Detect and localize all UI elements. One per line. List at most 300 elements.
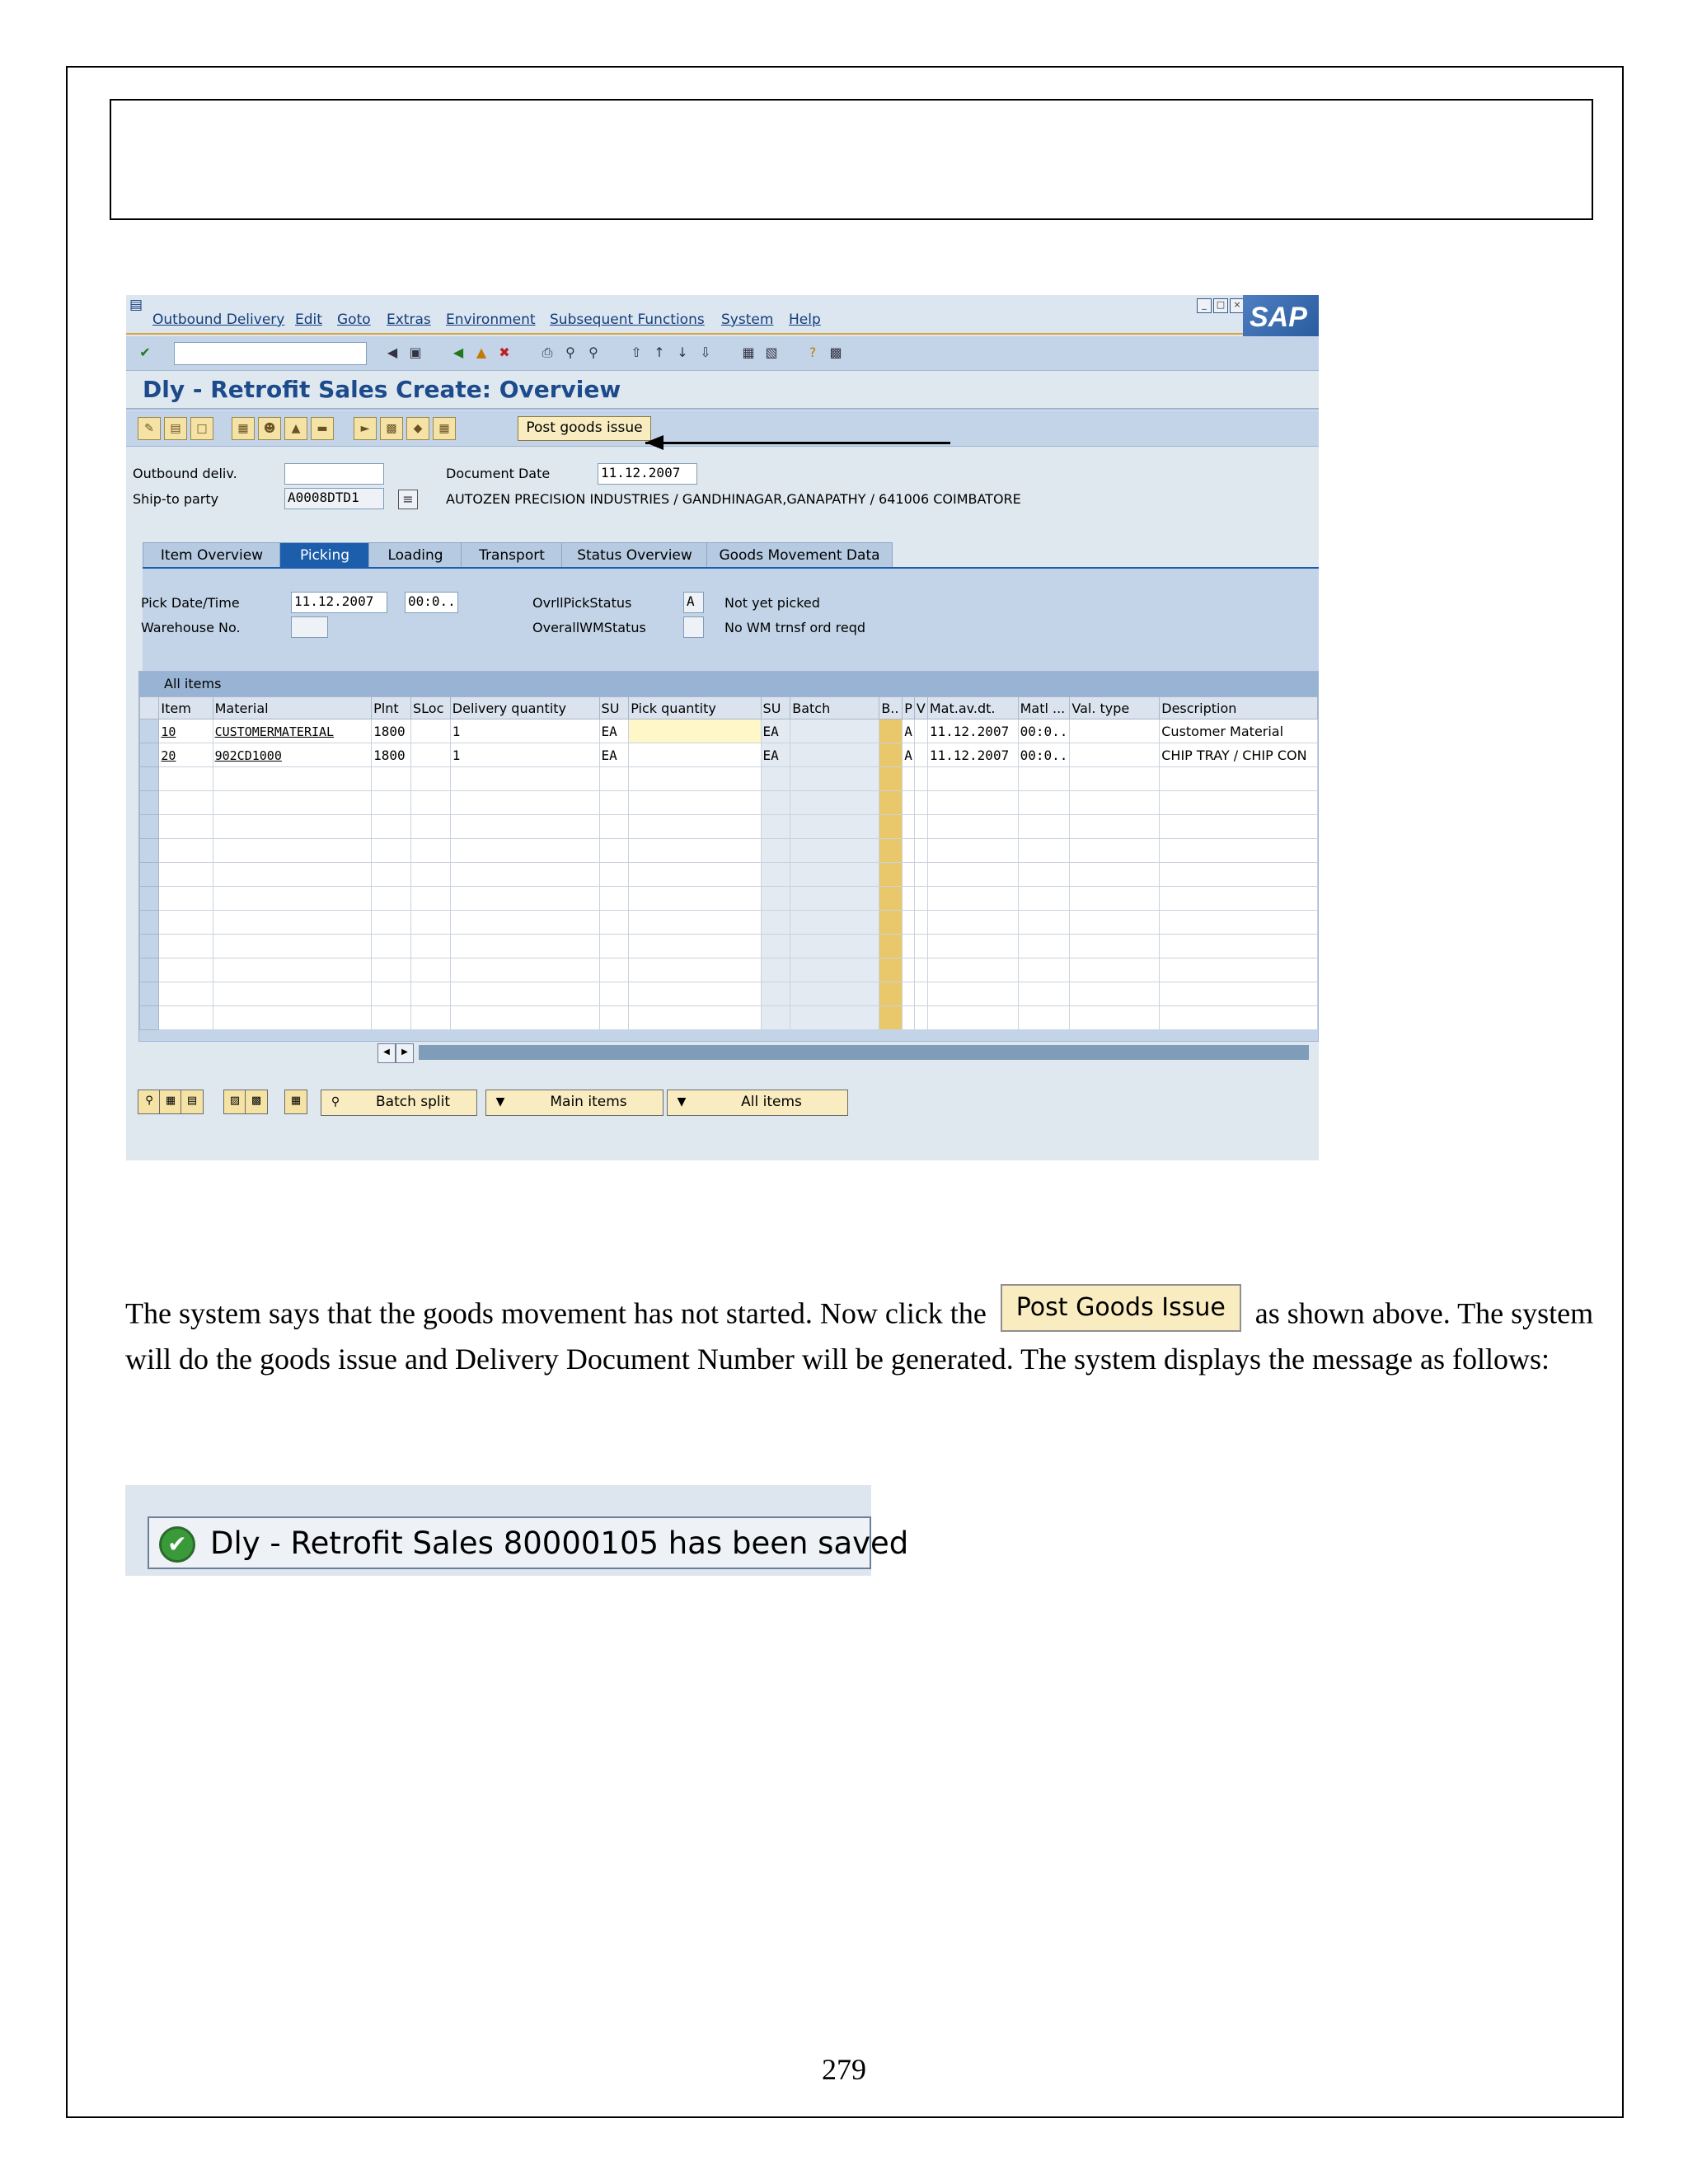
grid-cell[interactable]: 00:0.. <box>1018 743 1070 767</box>
grid-cell[interactable] <box>450 839 599 863</box>
grid-cell[interactable] <box>790 743 879 767</box>
grid-cell[interactable]: EA <box>761 719 790 743</box>
all-items-button[interactable] <box>667 1090 848 1116</box>
grid-cell[interactable] <box>410 815 450 839</box>
menu-outbound-delivery[interactable]: Outbound Delivery <box>152 312 285 328</box>
grid-cell[interactable] <box>1160 839 1318 863</box>
grid-cell[interactable] <box>159 743 213 767</box>
batch-split-button[interactable] <box>321 1090 477 1116</box>
grid-cell[interactable] <box>629 958 761 982</box>
grid-cell[interactable] <box>903 935 915 958</box>
grid-cell[interactable] <box>159 815 213 839</box>
grid-cell[interactable] <box>1070 982 1160 1006</box>
details-icon[interactable]: ⚲ <box>138 1090 161 1114</box>
grid-cell[interactable] <box>159 1006 213 1030</box>
row-selector[interactable] <box>140 791 159 815</box>
row-selector[interactable] <box>140 719 159 743</box>
grid-cell[interactable] <box>450 935 599 958</box>
grid-cell[interactable] <box>450 1006 599 1030</box>
row-selector[interactable] <box>140 935 159 958</box>
grid-cell[interactable] <box>629 911 761 935</box>
grid-cell[interactable] <box>629 767 761 791</box>
grid-cell[interactable] <box>903 1006 915 1030</box>
grid-cell[interactable] <box>213 911 372 935</box>
grid-cell[interactable] <box>790 839 879 863</box>
table-row[interactable] <box>140 815 1318 839</box>
grid-cell[interactable] <box>879 815 903 839</box>
row-selector[interactable] <box>140 982 159 1006</box>
grid-cell[interactable] <box>410 1006 450 1030</box>
grid-cell[interactable] <box>1018 863 1070 887</box>
grid-cell[interactable] <box>1160 935 1318 958</box>
grid-cell[interactable] <box>410 887 450 911</box>
row-selector[interactable] <box>140 911 159 935</box>
grid-cell[interactable] <box>927 791 1018 815</box>
grid-cell[interactable] <box>903 767 915 791</box>
grid-cell[interactable] <box>450 791 599 815</box>
grid-cell[interactable] <box>1018 958 1070 982</box>
horizontal-scrollbar[interactable] <box>377 1043 1319 1062</box>
grid-cell[interactable] <box>599 1006 629 1030</box>
select-block-icon[interactable]: ▦ <box>159 1090 182 1114</box>
prev-page-icon[interactable]: ↑ <box>654 344 665 360</box>
material-link[interactable]: CUSTOMERMATERIAL <box>214 724 335 739</box>
menu-goto[interactable]: Goto <box>337 312 371 328</box>
grid-cell[interactable] <box>927 767 1018 791</box>
grid-cell[interactable] <box>410 958 450 982</box>
grid-cell[interactable] <box>213 791 372 815</box>
scroll-right-icon[interactable]: ▶ <box>396 1043 414 1063</box>
tab-item-overview[interactable]: Item Overview <box>143 542 281 569</box>
config-icon[interactable]: ▦ <box>284 1090 307 1114</box>
grid-cell[interactable] <box>213 743 372 767</box>
new-session-icon[interactable]: ▦ <box>742 344 755 360</box>
grid-cell[interactable] <box>1070 1006 1160 1030</box>
grid-cell[interactable] <box>903 982 915 1006</box>
grid-cell[interactable] <box>159 887 213 911</box>
grid-cell[interactable] <box>927 982 1018 1006</box>
grid-cell[interactable] <box>213 958 372 982</box>
grid-cell[interactable] <box>1160 863 1318 887</box>
table-row[interactable] <box>140 911 1318 935</box>
col-item[interactable]: Item <box>159 697 213 719</box>
grid-cell[interactable] <box>629 743 761 767</box>
table-row[interactable] <box>140 767 1318 791</box>
grid-cell[interactable] <box>599 767 629 791</box>
col-su[interactable]: SU <box>599 697 629 719</box>
menu-icon[interactable]: ▤ <box>129 297 143 313</box>
grid-cell[interactable] <box>914 767 927 791</box>
grid-cell[interactable] <box>410 839 450 863</box>
grid-cell[interactable] <box>914 815 927 839</box>
item-link[interactable]: 20 <box>161 748 176 763</box>
grid-cell[interactable]: 00:0.. <box>1018 719 1070 743</box>
grid-cell[interactable] <box>1070 767 1160 791</box>
grid-cell[interactable] <box>927 935 1018 958</box>
grid-cell[interactable] <box>410 935 450 958</box>
grid-cell[interactable]: 1 <box>450 743 599 767</box>
grid-cell[interactable] <box>213 767 372 791</box>
grid-cell[interactable] <box>1070 815 1160 839</box>
grid-cell[interactable] <box>599 958 629 982</box>
grid-cell[interactable] <box>410 911 450 935</box>
row-selector[interactable] <box>140 958 159 982</box>
tab-goods-movement-data[interactable]: Goods Movement Data <box>706 542 893 569</box>
table-row[interactable] <box>140 887 1318 911</box>
grid-cell[interactable] <box>450 767 599 791</box>
exit-icon[interactable]: ▲ <box>476 344 487 360</box>
col-v[interactable]: V <box>914 697 927 719</box>
grid-cell[interactable] <box>1160 815 1318 839</box>
grid-cell[interactable] <box>790 863 879 887</box>
grid-cell[interactable] <box>410 719 450 743</box>
grid-cell[interactable] <box>903 791 915 815</box>
grid-cell[interactable] <box>1018 1006 1070 1030</box>
grid-cell[interactable] <box>790 719 879 743</box>
grid-cell[interactable] <box>927 911 1018 935</box>
col-val-type[interactable]: Val. type <box>1070 697 1160 719</box>
grid-cell[interactable] <box>372 911 411 935</box>
grid-cell[interactable] <box>450 911 599 935</box>
table-row[interactable] <box>140 935 1318 958</box>
grid-cell[interactable] <box>450 815 599 839</box>
grid-cell[interactable] <box>790 911 879 935</box>
edit-icon[interactable]: ✎ <box>138 417 161 440</box>
grid-cell[interactable] <box>159 982 213 1006</box>
row-selector[interactable] <box>140 863 159 887</box>
grid-cell[interactable] <box>213 719 372 743</box>
table-row[interactable] <box>140 791 1318 815</box>
grid-cell[interactable]: A <box>903 743 915 767</box>
table-row[interactable] <box>140 719 1318 743</box>
grid-cell[interactable] <box>790 815 879 839</box>
row-selector[interactable] <box>140 887 159 911</box>
grid-cell[interactable] <box>159 863 213 887</box>
grid-cell[interactable] <box>1018 791 1070 815</box>
layout-icon[interactable]: ▩ <box>829 344 842 360</box>
grid-cell[interactable] <box>1018 815 1070 839</box>
menu-system[interactable]: System <box>721 312 774 328</box>
grid-cell[interactable] <box>1160 1006 1318 1030</box>
grid-cell[interactable] <box>599 839 629 863</box>
grid-cell[interactable] <box>159 719 213 743</box>
output-icon[interactable]: ► <box>354 417 377 440</box>
grid-cell[interactable] <box>879 767 903 791</box>
grid-cell[interactable] <box>213 935 372 958</box>
grid-cell[interactable] <box>629 719 761 743</box>
grid-cell[interactable] <box>629 935 761 958</box>
cancel-icon[interactable]: ✖ <box>499 344 510 360</box>
pack-icon[interactable]: ◆ <box>406 417 429 440</box>
delete-icon[interactable]: □ <box>190 417 213 440</box>
row-selector[interactable] <box>140 743 159 767</box>
grid-cell[interactable] <box>1018 839 1070 863</box>
grid-cell[interactable] <box>761 935 790 958</box>
grid-cell[interactable] <box>1160 887 1318 911</box>
grid-cell[interactable] <box>790 1006 879 1030</box>
maximize-icon[interactable]: □ <box>1213 298 1228 313</box>
grid-cell[interactable] <box>372 958 411 982</box>
grid-cell[interactable] <box>213 1006 372 1030</box>
grid-cell[interactable] <box>790 935 879 958</box>
hat-icon[interactable]: ▲ <box>284 417 307 440</box>
table-row[interactable] <box>140 743 1318 767</box>
grid-cell[interactable] <box>761 982 790 1006</box>
grid-cell[interactable] <box>914 863 927 887</box>
tab-picking[interactable]: Picking <box>279 542 370 569</box>
grid-cell[interactable] <box>1018 887 1070 911</box>
col-mat-av-dt[interactable]: Mat.av.dt. <box>927 697 1018 719</box>
grid-cell[interactable] <box>914 791 927 815</box>
table-row[interactable] <box>140 982 1318 1006</box>
grid-cell[interactable] <box>599 911 629 935</box>
grid-cell[interactable] <box>1018 982 1070 1006</box>
main-items-button[interactable] <box>485 1090 663 1116</box>
grid-cell[interactable] <box>1160 767 1318 791</box>
grid-cell[interactable] <box>790 982 879 1006</box>
print-icon[interactable]: ⎙ <box>542 344 553 360</box>
grid-cell[interactable] <box>790 791 879 815</box>
document-flow-icon[interactable]: ▬ <box>311 417 334 440</box>
grid-cell[interactable] <box>1160 911 1318 935</box>
display-icon[interactable]: ▩ <box>380 417 403 440</box>
menu-subsequent-functions[interactable]: Subsequent Functions <box>550 312 705 328</box>
grid-cell[interactable] <box>372 767 411 791</box>
grid-cell[interactable] <box>914 743 927 767</box>
col-delivery-quantity[interactable]: Delivery quantity <box>450 697 599 719</box>
grid-cell[interactable] <box>410 791 450 815</box>
grid-cell[interactable] <box>159 791 213 815</box>
grid-cell[interactable] <box>927 815 1018 839</box>
grid-cell[interactable] <box>879 887 903 911</box>
tab-status-overview[interactable]: Status Overview <box>561 542 708 569</box>
grid-cell[interactable] <box>372 863 411 887</box>
outbound-deliv-field[interactable] <box>284 463 384 485</box>
shortcut-icon[interactable]: ▧ <box>765 344 778 360</box>
next-page-icon[interactable]: ↓ <box>677 344 688 360</box>
menu-extras[interactable]: Extras <box>387 312 431 328</box>
grid-cell[interactable] <box>599 982 629 1006</box>
grid-cell[interactable] <box>629 815 761 839</box>
grid-cell[interactable] <box>927 958 1018 982</box>
grid-cell[interactable] <box>761 815 790 839</box>
grid-cell[interactable] <box>879 863 903 887</box>
prev-icon[interactable]: ◀ <box>387 344 398 360</box>
row-selector[interactable] <box>140 1006 159 1030</box>
last-page-icon[interactable]: ⇩ <box>700 344 711 360</box>
col-p[interactable]: P <box>903 697 915 719</box>
col-plnt[interactable]: Plnt <box>372 697 411 719</box>
enter-icon[interactable]: ✔ <box>139 344 151 360</box>
find-icon[interactable]: ⚲ <box>565 344 575 360</box>
grid-cell[interactable] <box>159 935 213 958</box>
first-page-icon[interactable]: ⇧ <box>631 344 642 360</box>
grid-cell[interactable] <box>927 863 1018 887</box>
grid-cell[interactable] <box>1070 958 1160 982</box>
grid-cell[interactable] <box>599 863 629 887</box>
table-icon[interactable]: ▦ <box>433 417 456 440</box>
partner-icon[interactable]: ☻ <box>258 417 281 440</box>
grid-cell[interactable] <box>629 863 761 887</box>
overall-wm-field[interactable] <box>683 616 704 638</box>
grid-cell[interactable] <box>914 839 927 863</box>
grid-cell[interactable]: EA <box>599 743 629 767</box>
grid-cell[interactable] <box>914 935 927 958</box>
grid-cell[interactable] <box>1160 958 1318 982</box>
scroll-left-icon[interactable]: ◀ <box>377 1043 396 1063</box>
grid-cell[interactable] <box>761 839 790 863</box>
grid-cell[interactable] <box>213 839 372 863</box>
grid-cell[interactable] <box>372 839 411 863</box>
grid-cell[interactable] <box>372 982 411 1006</box>
grid-cell[interactable]: EA <box>599 719 629 743</box>
grid-cell[interactable]: 1800 <box>372 743 411 767</box>
table-row[interactable] <box>140 863 1318 887</box>
grid-cell[interactable] <box>761 887 790 911</box>
select-all-cell[interactable] <box>140 697 159 719</box>
scroll-track[interactable] <box>419 1045 1309 1060</box>
post-goods-issue-button[interactable]: Post goods issue <box>518 416 651 441</box>
grid-cell[interactable] <box>903 911 915 935</box>
grid-cell[interactable] <box>879 958 903 982</box>
deselect-icon[interactable]: ▤ <box>181 1090 204 1114</box>
grid-cell[interactable] <box>903 863 915 887</box>
item-link[interactable]: 10 <box>161 724 176 739</box>
grid-cell[interactable] <box>372 815 411 839</box>
grid-cell[interactable] <box>903 839 915 863</box>
grid-cell[interactable]: 11.12.2007 <box>927 743 1018 767</box>
grid-cell[interactable]: 11.12.2007 <box>927 719 1018 743</box>
grid-cell[interactable] <box>879 719 903 743</box>
help-icon[interactable]: ? <box>809 344 817 360</box>
ovrl-pick-field[interactable]: A <box>683 592 704 613</box>
pick-date-field[interactable]: 11.12.2007 <box>291 592 387 613</box>
grid-cell[interactable] <box>410 767 450 791</box>
menu-environment[interactable]: Environment <box>446 312 536 328</box>
grid-cell[interactable] <box>450 863 599 887</box>
grid-cell[interactable] <box>761 863 790 887</box>
grid-cell[interactable] <box>159 839 213 863</box>
grid-cell[interactable] <box>1018 911 1070 935</box>
grid-cell[interactable] <box>761 767 790 791</box>
grid-cell[interactable]: Customer Material <box>1160 719 1318 743</box>
grid-cell[interactable] <box>599 935 629 958</box>
grid-cell[interactable] <box>903 958 915 982</box>
grid-cell[interactable] <box>1070 791 1160 815</box>
grid-cell[interactable]: A <box>903 719 915 743</box>
table-row[interactable] <box>140 839 1318 863</box>
grid-cell[interactable] <box>1070 839 1160 863</box>
col-pick-quantity[interactable]: Pick quantity <box>629 697 761 719</box>
grid-cell[interactable] <box>372 887 411 911</box>
grid-cell[interactable] <box>159 767 213 791</box>
grid-cell[interactable] <box>1018 935 1070 958</box>
grid-cell[interactable] <box>879 935 903 958</box>
minimize-icon[interactable]: _ <box>1197 298 1212 313</box>
col-su-2[interactable]: SU <box>761 697 790 719</box>
grid-cell[interactable] <box>879 911 903 935</box>
col-batch[interactable]: Batch <box>790 697 879 719</box>
menu-help[interactable]: Help <box>789 312 821 328</box>
ship-to-field[interactable]: A0008DTD1 <box>284 488 384 509</box>
grid-cell[interactable] <box>599 887 629 911</box>
grid-cell[interactable] <box>879 1006 903 1030</box>
grid-cell[interactable] <box>629 839 761 863</box>
grid-cell[interactable] <box>790 767 879 791</box>
grid-cell[interactable]: EA <box>761 743 790 767</box>
grid-cell[interactable] <box>372 935 411 958</box>
header-icon[interactable]: ▦ <box>232 417 255 440</box>
grid-cell[interactable] <box>213 887 372 911</box>
grid-cell[interactable]: 1800 <box>372 719 411 743</box>
pick-time-field[interactable]: 00:0.. <box>405 592 458 613</box>
find-next-icon[interactable]: ⚲ <box>588 344 598 360</box>
grid-cell[interactable] <box>213 863 372 887</box>
grid-cell[interactable] <box>927 1006 1018 1030</box>
grid-cell[interactable] <box>790 887 879 911</box>
grid-cell[interactable] <box>410 743 450 767</box>
grid-cell[interactable] <box>450 887 599 911</box>
grid-cell[interactable] <box>879 982 903 1006</box>
grid-cell[interactable] <box>914 958 927 982</box>
table-row[interactable] <box>140 958 1318 982</box>
grid-cell[interactable] <box>914 911 927 935</box>
grid-cell[interactable] <box>450 982 599 1006</box>
grid-cell[interactable] <box>1070 911 1160 935</box>
grid-cell[interactable] <box>903 815 915 839</box>
grid-cell[interactable] <box>914 887 927 911</box>
col-description[interactable]: Description <box>1160 697 1318 719</box>
grid-cell[interactable] <box>927 887 1018 911</box>
grid-cell[interactable] <box>1070 743 1160 767</box>
grid-cell[interactable] <box>1160 791 1318 815</box>
row-selector[interactable] <box>140 767 159 791</box>
warehouse-field[interactable] <box>291 616 328 638</box>
grid-cell[interactable] <box>410 863 450 887</box>
address-icon[interactable]: ≡ <box>398 490 418 509</box>
grid-cell[interactable] <box>914 982 927 1006</box>
grid-cell[interactable] <box>761 958 790 982</box>
tab-loading[interactable]: Loading <box>368 542 462 569</box>
command-field[interactable] <box>174 342 367 365</box>
grid-cell[interactable] <box>914 719 927 743</box>
document-date-field[interactable]: 11.12.2007 <box>598 463 697 485</box>
grid-cell[interactable] <box>879 791 903 815</box>
grid-cell[interactable] <box>1070 887 1160 911</box>
grid-cell[interactable] <box>629 982 761 1006</box>
grid-cell[interactable] <box>761 791 790 815</box>
grid-cell[interactable] <box>879 743 903 767</box>
grid-cell[interactable] <box>213 982 372 1006</box>
grid-cell[interactable]: 1 <box>450 719 599 743</box>
col-sloc[interactable]: SLoc <box>410 697 450 719</box>
grid-cell[interactable] <box>410 982 450 1006</box>
grid-cell[interactable] <box>372 1006 411 1030</box>
grid-cell[interactable] <box>790 958 879 982</box>
grid-cell[interactable] <box>159 958 213 982</box>
grid-cell[interactable] <box>213 815 372 839</box>
grid-cell[interactable] <box>159 911 213 935</box>
copy-icon[interactable]: ▤ <box>164 417 187 440</box>
grid-cell[interactable] <box>629 1006 761 1030</box>
insert-row-icon[interactable]: ▨ <box>223 1090 246 1114</box>
grid-cell[interactable] <box>914 1006 927 1030</box>
row-selector[interactable] <box>140 815 159 839</box>
tab-transport[interactable]: Transport <box>461 542 563 569</box>
grid-cell[interactable] <box>1160 982 1318 1006</box>
grid-cell[interactable] <box>1070 863 1160 887</box>
col-material[interactable]: Material <box>213 697 372 719</box>
